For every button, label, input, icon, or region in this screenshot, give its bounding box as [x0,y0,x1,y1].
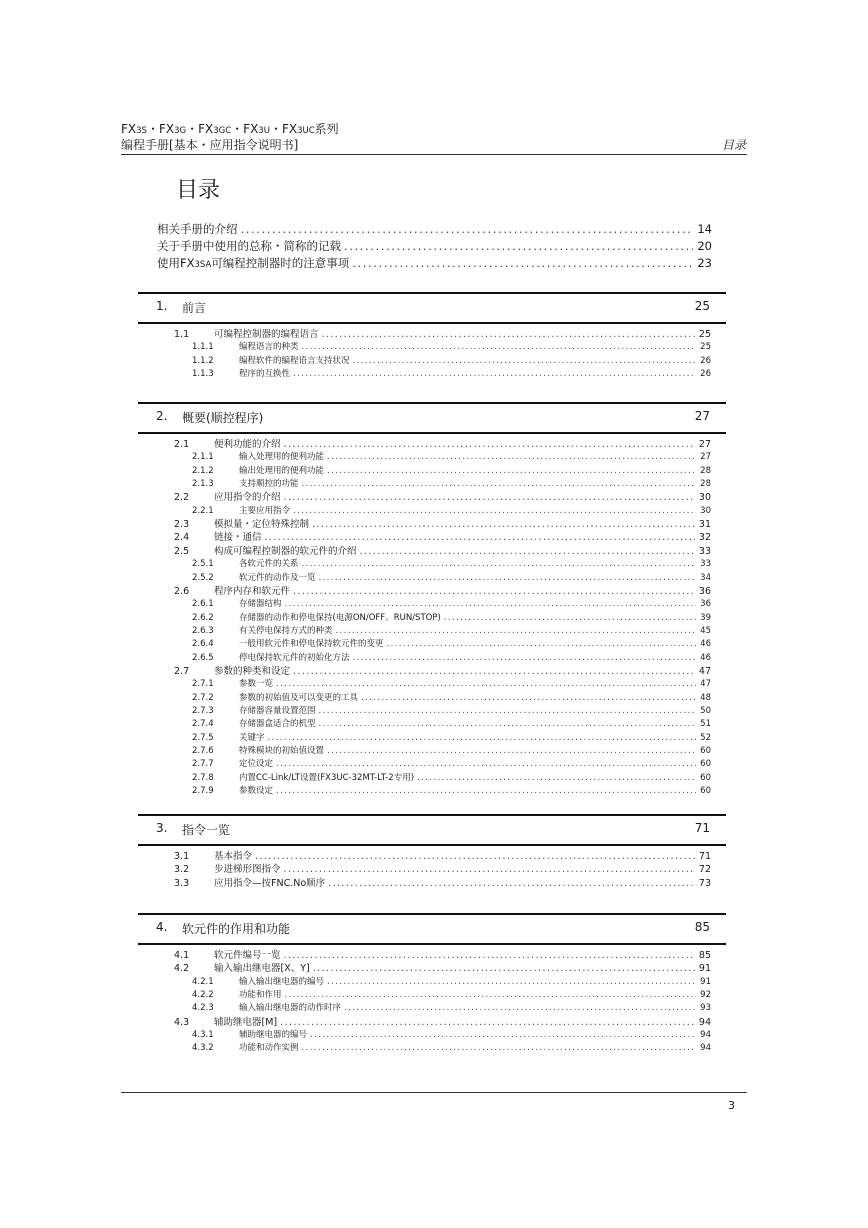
series-part: FX3S [121,122,147,136]
toc-entry-number: 2.7.2 [192,693,214,703]
toc-entry-title [192,745,327,758]
toc-entry-page: 25 [698,329,711,340]
toc-section[interactable] [174,531,711,544]
toc-entry-title [174,518,312,531]
page-number: 3 [728,1099,735,1112]
toc-entry-page: 27 [700,452,711,462]
dot-leader [328,877,695,890]
toc-subsection[interactable] [192,572,711,585]
dot-leader [312,518,695,531]
toc-entry-number: 2.7.1 [192,679,214,689]
dot-leader [360,545,695,558]
toc-entry-number: 2.3 [174,519,190,530]
toc-section[interactable] [174,491,711,504]
dot-leader [284,949,695,962]
dot-leader [241,221,694,237]
toc-entry-text: 存储器结构 [239,599,282,609]
toc-subsection[interactable] [192,976,711,989]
toc-section[interactable] [174,863,711,876]
toc-entry-title [192,678,276,691]
chapter-page: 27 [694,409,710,423]
dot-leader [353,355,697,368]
toc-entry-text: 有关停电保持方式的种类 [239,626,333,636]
toc-entry-text: 参数设定 [239,786,274,796]
toc-entry-page: 30 [700,506,711,516]
toc-entry-title [192,451,327,464]
toc-entry-title [192,652,353,665]
toc-entry-number: 2.6.2 [192,613,214,623]
chapter-number: 4. [156,920,168,934]
toc-subsection[interactable] [192,638,711,651]
toc-entry-text: 便利功能的介绍 [214,439,281,450]
toc-entry-title [192,692,361,705]
toc-entry-page: 28 [700,479,711,489]
chapter-heading[interactable] [138,402,726,434]
chapter-title: 软元件的作用和功能 [182,922,291,936]
dot-leader [352,255,693,271]
toc-entry-number: 2.2.1 [192,506,214,516]
dot-leader [293,368,696,381]
toc-entry[interactable] [157,255,712,273]
dot-leader [293,505,696,518]
toc-entry-title [174,531,265,544]
toc-subsection[interactable] [192,785,711,798]
toc-entry-number: 4.2.3 [192,1003,214,1013]
toc-subsection[interactable] [192,598,711,611]
toc-subsection[interactable] [192,758,711,771]
toc-entry-title [174,665,293,678]
dot-leader [327,465,696,478]
toc-entry-number: 2.4 [174,532,190,543]
dot-leader [361,692,696,705]
toc-entry-text: 主要应用指令 [239,506,291,516]
toc-entry-text: 软元件编号一览 [214,950,281,961]
toc-entry-text: 辅助继电器的编号 [239,1030,308,1040]
toc-entry-text: 辅助继电器[M] [214,1017,278,1028]
toc-entry-title [192,368,293,381]
toc-entry-text: 参数的初始值及可以变更的工具 [239,693,359,703]
toc-entry-title [174,545,360,558]
dot-leader [284,491,695,504]
toc-entry-number: 2.1.1 [192,452,214,462]
toc-subsection[interactable] [192,678,711,691]
toc-entry-page: 73 [698,878,711,889]
toc-section[interactable] [174,585,711,598]
toc-entry-page: 25 [700,342,711,352]
toc-entry-number: 3.3 [174,878,190,889]
footer-rule [121,1092,747,1093]
toc-section[interactable] [174,328,711,341]
toc-entry-title [174,850,255,863]
dot-leader [280,1016,695,1029]
toc-subsection[interactable] [192,989,711,1002]
toc-entry-title [192,705,319,718]
toc-subsection[interactable] [192,705,711,718]
toc-entry-number: 2.7.6 [192,746,214,756]
toc-entry-text: 定位设定 [239,759,274,769]
toc-entry-title [192,772,417,785]
toc-entry[interactable] [157,238,712,254]
toc-subsection[interactable] [192,558,711,571]
toc-entry-page: 28 [700,466,711,476]
toc-entry-page: 60 [700,786,711,796]
toc-section[interactable] [174,518,711,531]
toc-entry-page: 71 [698,851,711,862]
toc-entry-text: 链接・通信 [214,532,262,543]
toc-entry-title: 相关手册的介绍 [157,222,238,236]
toc-subsection[interactable] [192,772,711,785]
toc-entry-number: 2.1.2 [192,466,214,476]
toc-entry-page: 94 [700,1030,711,1040]
toc-entry-page: 60 [700,746,711,756]
toc-section[interactable] [174,545,711,558]
toc-entry-text: 程序的互换性 [239,369,291,379]
toc-subsection[interactable] [192,745,711,758]
toc-entry-number: 2.7.4 [192,719,214,729]
toc-subsection[interactable] [192,692,711,705]
toc-entry-text: 输入输出继电器的动作时序 [239,1003,342,1013]
header-rule [121,154,747,155]
toc-entry-page: 32 [698,532,711,543]
toc-entry-text: 构成可编程控制器的软元件的介绍 [214,546,357,557]
chapter-title: 前言 [182,301,207,315]
toc-entry-page: 26 [700,369,711,379]
toc-entry-page: 48 [700,693,711,703]
toc-entry-number: 3.2 [174,864,190,875]
toc-entry-page: 60 [700,773,711,783]
toc-entry-text: 功能和作用 [239,990,282,1000]
toc-entry-page: 51 [700,719,711,729]
toc-entry-number: 4.2.2 [192,990,214,1000]
toc-entry-text: 各软元件的关系 [239,559,299,569]
toc-entry-text: 应用指令的介绍 [214,492,281,503]
toc-entry-text: 功能和动作实例 [239,1043,299,1053]
chapter-number: 1. [156,299,168,313]
toc-entry-title [192,478,302,491]
header-series: FX3S・FX3G・FX3GC・FX3U・FX3UC系列 [121,122,339,136]
toc-entry-page: 33 [698,546,711,557]
toc-entry-text: 软元件的动作及一览 [239,573,316,583]
toc-entry-title: 关于手册中使用的总称・简称的记载 [157,239,341,253]
toc-entry-title [192,989,285,1002]
dot-leader [293,585,695,598]
toc-entry-number: 4.3.1 [192,1030,214,1040]
series-part: FX3G [158,122,187,136]
toc-entry-text: 步进梯形图指令 [214,864,281,875]
toc-entry-title [192,572,319,585]
toc-entry-title [174,328,322,341]
toc-section[interactable] [174,949,711,962]
toc-entry-title [192,1002,344,1015]
toc-entry-number: 2.7.3 [192,706,214,716]
toc-entry-page: 26 [700,356,711,366]
dot-leader [276,678,696,691]
toc-entry-number: 2.1.3 [192,479,214,489]
dot-leader [302,478,697,491]
toc-section[interactable] [174,962,711,975]
dot-leader [319,718,697,731]
toc-subsection[interactable] [192,718,711,731]
toc-entry-title [192,355,353,368]
toc-entry-page: 20 [697,239,712,253]
toc-entry-title [192,1029,310,1042]
toc-entry-title [192,598,285,611]
toc-subsection[interactable] [192,652,711,665]
chapter-number: 2. [156,409,168,423]
toc-entry-number: 2.6.1 [192,599,214,609]
toc-entry-title: 使用FX3SA可编程控制器时的注意事项 [157,256,350,270]
dot-leader [265,531,695,544]
toc-entry-page: 14 [697,222,712,236]
toc-subsection[interactable] [192,478,711,491]
toc-entry-title [174,962,313,975]
chapter-heading[interactable] [138,814,726,846]
toc-entry-title [192,732,268,745]
toc-subsection[interactable] [192,465,711,478]
toc-entry-text: 关键字 [239,733,265,743]
chapter-heading[interactable] [138,913,726,945]
dot-leader [353,652,697,665]
toc-subsection[interactable] [192,1029,711,1042]
toc-subsection[interactable] [192,625,711,638]
toc-entry-title [192,625,336,638]
toc-entry-title [192,341,302,354]
toc-entry-page: 92 [700,990,711,1000]
toc-entry-title [192,758,276,771]
toc-entry-page: 60 [700,759,711,769]
chapter-title: 指令一览 [182,823,231,837]
chapter-title: 概要(顺控程序) [182,411,264,425]
dot-leader [444,612,696,625]
toc-entry-page: 45 [700,626,711,636]
toc-entry-page: 93 [700,1003,711,1013]
toc-entry-number: 2.7 [174,666,190,677]
toc-entry-title [192,718,319,731]
dot-leader [302,341,697,354]
toc-entry-title [192,976,327,989]
toc-entry-page: 34 [700,573,711,583]
toc-entry-title [192,505,293,518]
dot-leader [387,638,697,651]
toc-entry-text: 程序内存和软元件 [214,586,291,597]
toc-entry-title [174,438,284,451]
series-part: FX3GC [198,122,232,136]
toc-entry-text: 应用指令—按FNC.No顺序 [214,878,326,889]
toc-entry-number: 2.5.1 [192,559,214,569]
toc-entry-number: 2.5.2 [192,573,214,583]
toc-entry-number: 1.1 [174,329,190,340]
toc-entry-text: 存储器容量设置范围 [239,706,316,716]
toc-entry-title [174,585,293,598]
toc-entry-number: 2.6.4 [192,639,214,649]
chapter-page: 85 [694,920,710,934]
toc-entry-text: 编程语言的种类 [239,342,299,352]
toc-subsection[interactable] [192,1042,711,1055]
header-manual-title: 编程手册[基本・应用指令说明书] 目录 [121,138,746,152]
toc-entry-page: 36 [698,586,711,597]
dot-leader [284,438,695,451]
toc-entry-number: 3.1 [174,851,190,862]
toc-entry-title [192,558,302,571]
toc-entry-number: 2.7.5 [192,733,214,743]
dot-leader [284,863,695,876]
dot-leader [276,785,696,798]
chapter-heading[interactable] [138,292,726,324]
toc-entry-text: 一般用软元件和停电保持软元件的变更 [239,639,384,649]
toc-subsection[interactable] [192,355,711,368]
toc-entry-number: 2.7.7 [192,759,214,769]
toc-subsection[interactable] [192,368,711,381]
dot-leader [313,962,695,975]
chapter-page: 25 [694,299,710,313]
toc-entry-title [192,1042,302,1055]
toc-entry-page: 94 [698,1017,711,1028]
toc-entry-page: 46 [700,639,711,649]
toc-section[interactable] [174,850,711,863]
toc-entry-title [192,785,276,798]
toc-entry-text: 存储器的动作和停电保持(电源ON/OFF、RUN/STOP) [239,613,441,623]
dot-leader [417,772,696,785]
dot-leader [310,1029,696,1042]
toc-entry-title [174,877,328,890]
toc-entry-number: 2.7.9 [192,786,214,796]
toc-entry[interactable] [157,221,712,237]
dot-leader [276,758,696,771]
toc-entry-number: 1.1.1 [192,342,214,352]
toc-entry-number: 2.7.8 [192,773,214,783]
toc-entry-page: 31 [698,519,711,530]
toc-entry-text: 模拟量・定位特殊控制 [214,519,310,530]
chapter-page: 71 [694,821,710,835]
toc-entry-page: 27 [698,439,711,450]
toc-entry-title [174,863,284,876]
dot-leader [327,745,696,758]
toc-entry-number: 2.6.5 [192,653,214,663]
toc-entry-text: 输入输出继电器[X、Y] [214,963,310,974]
toc-entry-page: 39 [700,613,711,623]
dot-leader [327,451,696,464]
toc-section[interactable] [174,665,711,678]
toc-entry-page: 47 [698,666,711,677]
dot-leader [285,989,697,1002]
toc-subsection[interactable] [192,451,711,464]
page-title: 目录 [176,178,221,203]
toc-entry-title [174,491,284,504]
toc-entry-page: 30 [698,492,711,503]
toc-entry-text: 内置CC-Link/LT设置(FX3UC-32MT-LT-2专用) [239,773,415,783]
toc-entry-text: 可编程控制器的编程语言 [214,329,319,340]
toc-entry-number: 2.6.3 [192,626,214,636]
toc-entry-title [174,1016,280,1029]
toc-entry-number: 4.2.1 [192,977,214,987]
toc-entry-page: 46 [700,653,711,663]
toc-entry-page: 85 [698,950,711,961]
toc-entry-number: 4.3 [174,1017,190,1028]
toc-entry-page: 94 [700,1043,711,1053]
toc-entry-page: 33 [700,559,711,569]
toc-entry-title [192,612,444,625]
toc-entry-page: 36 [700,599,711,609]
toc-subsection[interactable] [192,612,711,625]
toc-entry-text: 输出处理用的便利功能 [239,466,325,476]
toc-entry-page: 23 [697,256,712,270]
toc-entry-page: 52 [700,733,711,743]
toc-entry-page: 50 [700,706,711,716]
dot-leader [319,572,697,585]
dot-leader [319,705,697,718]
toc-section[interactable] [174,438,711,451]
header-section-label: 目录 [721,138,746,152]
dot-leader [344,1002,696,1015]
dot-leader [268,732,697,745]
toc-entry-text: 编程软件的编程语言支持状况 [239,356,350,366]
chapter-number: 3. [156,821,168,835]
dot-leader [322,328,695,341]
toc-entry-number: 2.1 [174,439,190,450]
toc-entry-page: 72 [698,864,711,875]
toc-entry-number: 4.1 [174,950,190,961]
toc-section[interactable] [174,1016,711,1029]
toc-entry-text: 输入处理用的便利功能 [239,452,325,462]
toc-entry-number: 2.6 [174,586,190,597]
toc-entry-text: 输入输出继电器的编号 [239,977,325,987]
dot-leader [327,976,696,989]
dot-leader [302,558,697,571]
toc-entry-title [192,638,387,651]
toc-subsection[interactable] [192,732,711,745]
toc-entry-number: 2.2 [174,492,190,503]
toc-entry-text: 停电保持软元件的初始化方法 [239,653,350,663]
toc-entry-title [174,949,284,962]
dot-leader [302,1042,697,1055]
toc-entry-number: 4.3.2 [192,1043,214,1053]
toc-entry-text: 支持顺控的功能 [239,479,299,489]
toc-subsection[interactable] [192,505,711,518]
toc-entry-number: 4.2 [174,963,190,974]
toc-section[interactable] [174,877,711,890]
dot-leader [293,665,695,678]
toc-entry-number: 1.1.2 [192,356,214,366]
toc-subsection[interactable] [192,1002,711,1015]
dot-leader [255,850,695,863]
toc-entry-text: 特殊模块的初始值设置 [239,746,325,756]
toc-entry-page: 91 [698,963,711,974]
toc-entry-title [192,465,327,478]
toc-entry-text: 参数一览 [239,679,274,689]
toc-entry-text: 存储器盒适合的机型 [239,719,316,729]
toc-subsection[interactable] [192,341,711,354]
toc-entry-number: 2.5 [174,546,190,557]
toc-entry-number: 1.1.3 [192,369,214,379]
dot-leader [285,598,697,611]
series-part: FX3UC [281,122,315,136]
dot-leader [344,238,693,254]
toc-entry-page: 47 [700,679,711,689]
toc-entry-page: 91 [700,977,711,987]
dot-leader [336,625,697,638]
toc-entry-text: 基本指令 [214,851,253,862]
toc-entry-text: 参数的种类和设定 [214,666,291,677]
series-part: FX3U [243,122,270,136]
